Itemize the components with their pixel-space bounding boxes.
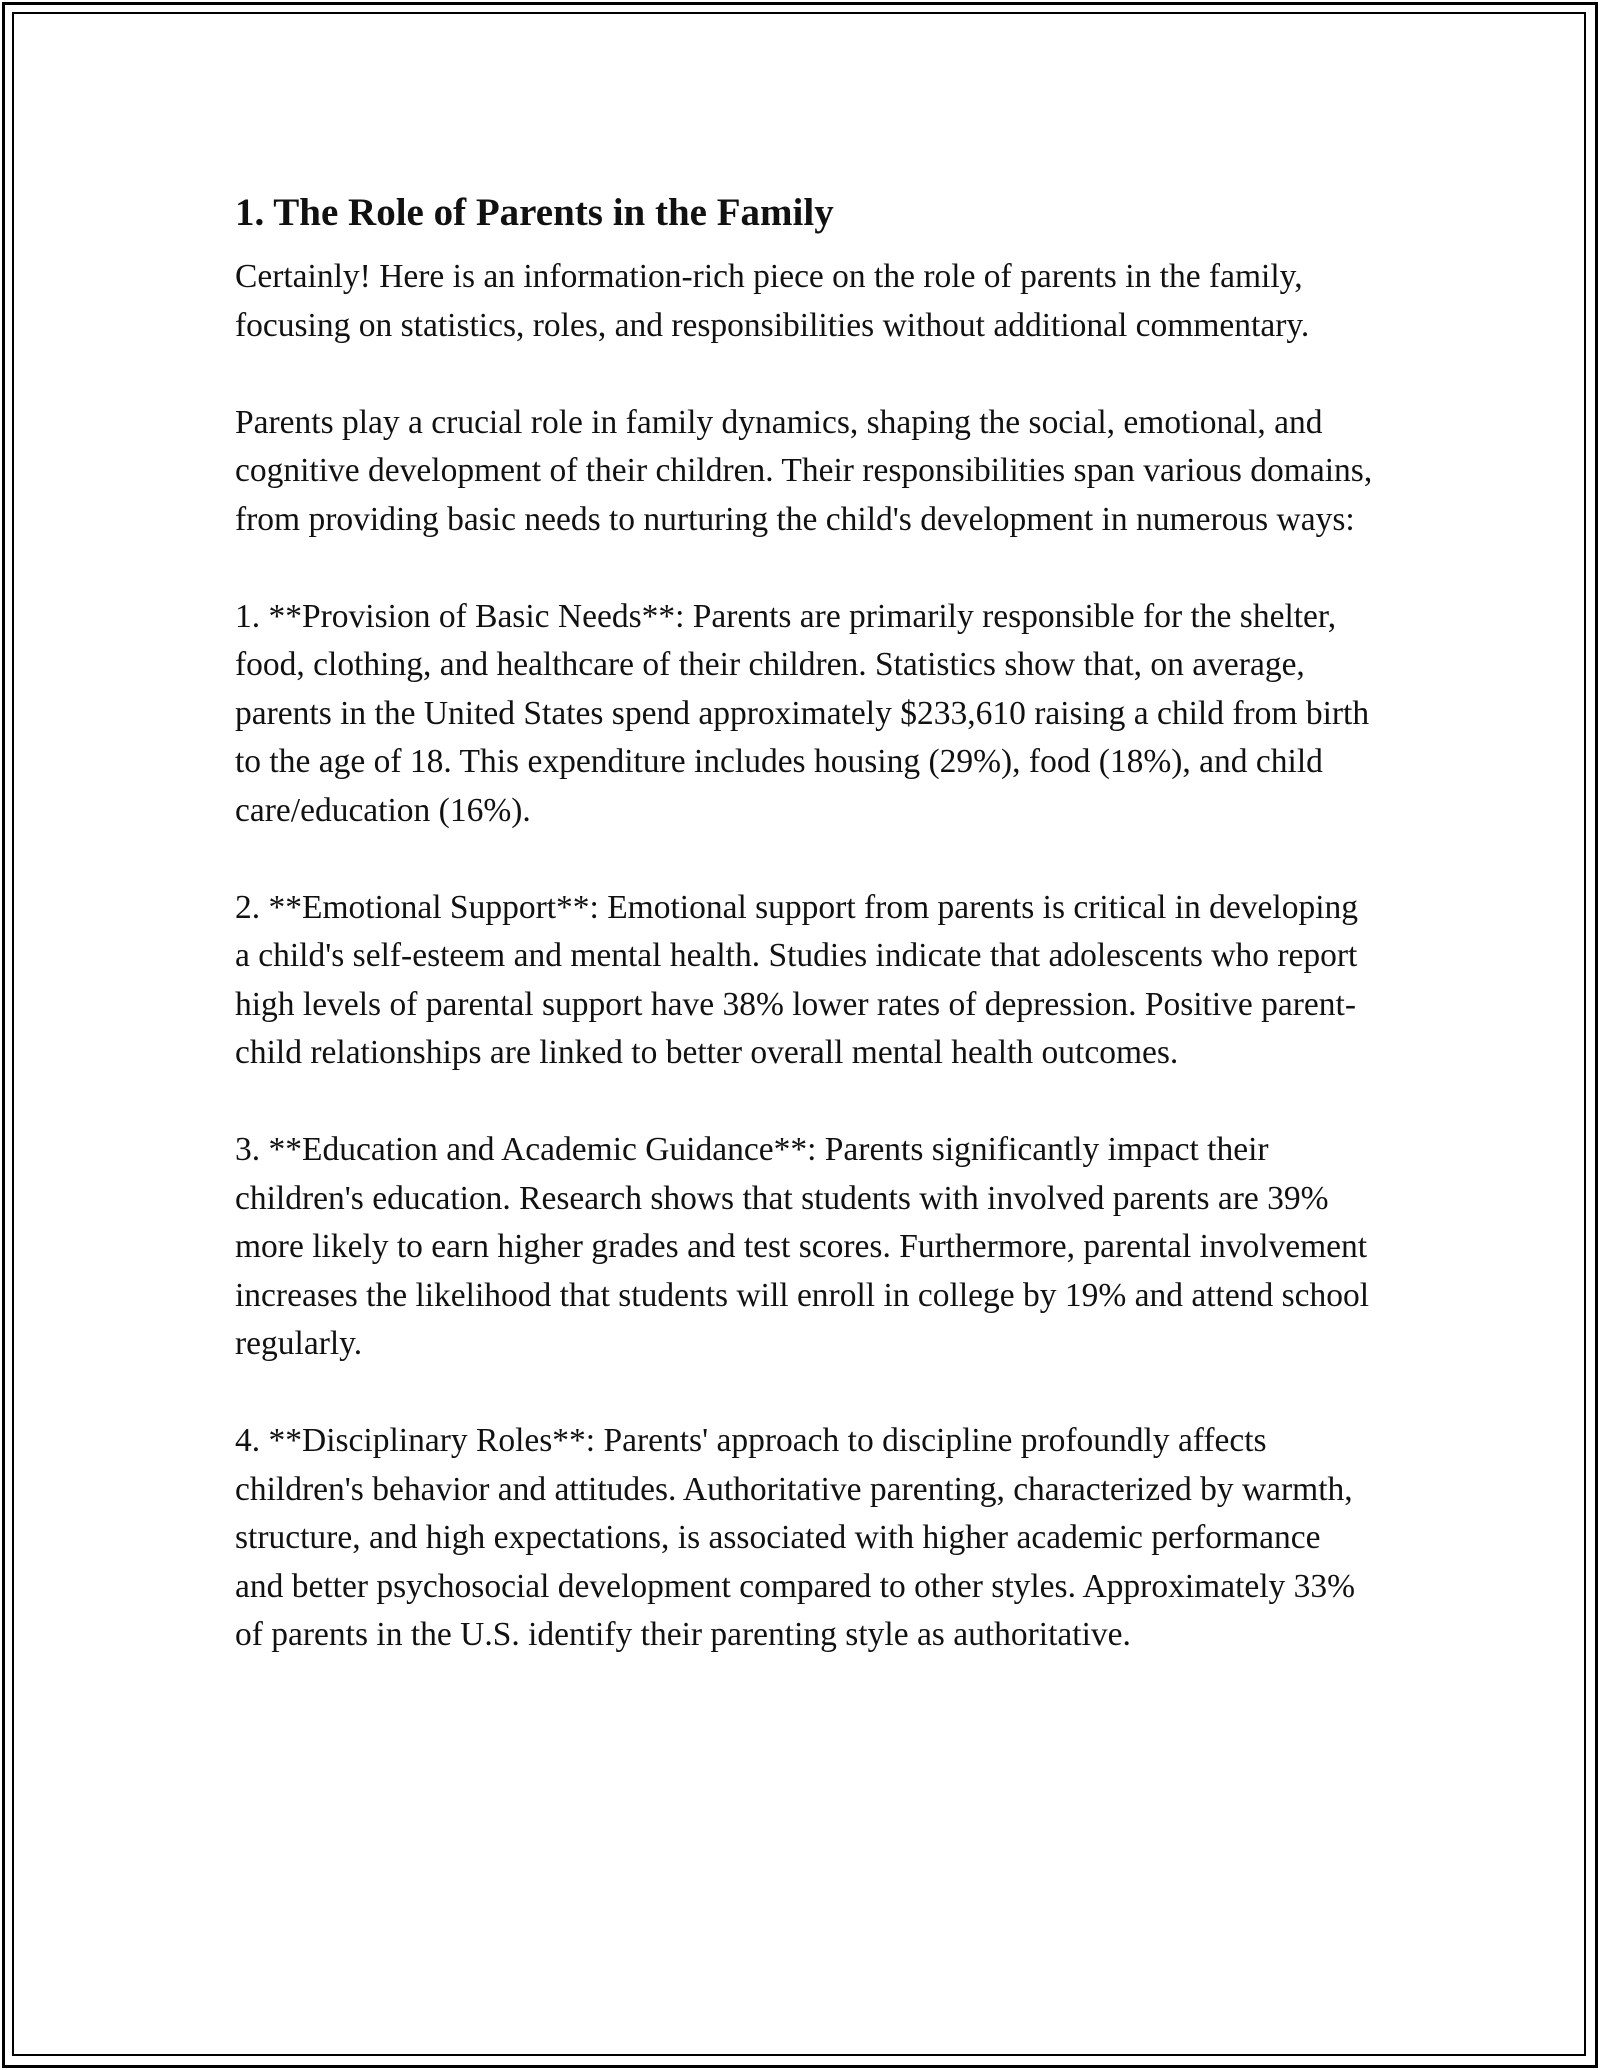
disciplinary-paragraph: 4. **Disciplinary Roles**: Parents' approach to discipline profoundly affects children's behavior and attitudes. Authoritative parenting, characterized by warmth, structure, and high expectations, is associated with higher academic performance and better psychosocial development compared to other styles. Approximately 33% of parents in the U.S. identify their parenting style as authoritative. [235, 1422, 1356, 1653]
intro-paragraph: Certainly! Here is an information-rich piece on the role of parents in the family, focusing on statistics, roles, and responsibilities without additional commentary. [235, 258, 1310, 344]
education-paragraph: 3. **Education and Academic Guidance**: Parents significantly impact their children's education. Research shows that students with involved parents are 39% more likely to earn higher grades and test scores. Furthermore, parental involvement increases the likelihood that students will enroll in college by 19% and attend school regularly. [235, 1131, 1370, 1362]
overview-paragraph: Parents play a crucial role in family dynamics, shaping the social, emotional, and cognitive development of their children. Their responsibilities span various domains, from providing basic needs to nurturing the child's development in numerous ways: [235, 403, 1373, 538]
document-body [235, 185, 1375, 1708]
section-heading: 1. The Role of Parents in the Family [235, 191, 834, 234]
emotional-support-paragraph: 2. **Emotional Support**: Emotional support from parents is critical in developing a child's self-esteem and mental health. Studies indicate that adolescents who report high levels of parental support have 38% lower rates of depression. Positive parent-child relationships are linked to better overall mental health outcomes. [235, 888, 1359, 1071]
basic-needs-paragraph: 1. **Provision of Basic Needs**: Parents are primarily responsible for the shelter, food, clothing, and healthcare of their children. Statistics show that, on average, parents in the United States spend approximately $233,610 raising a child from birth to the age of 18. This expenditure includes housing (29%), food (18%), and child care/education (16%). [235, 597, 1370, 829]
